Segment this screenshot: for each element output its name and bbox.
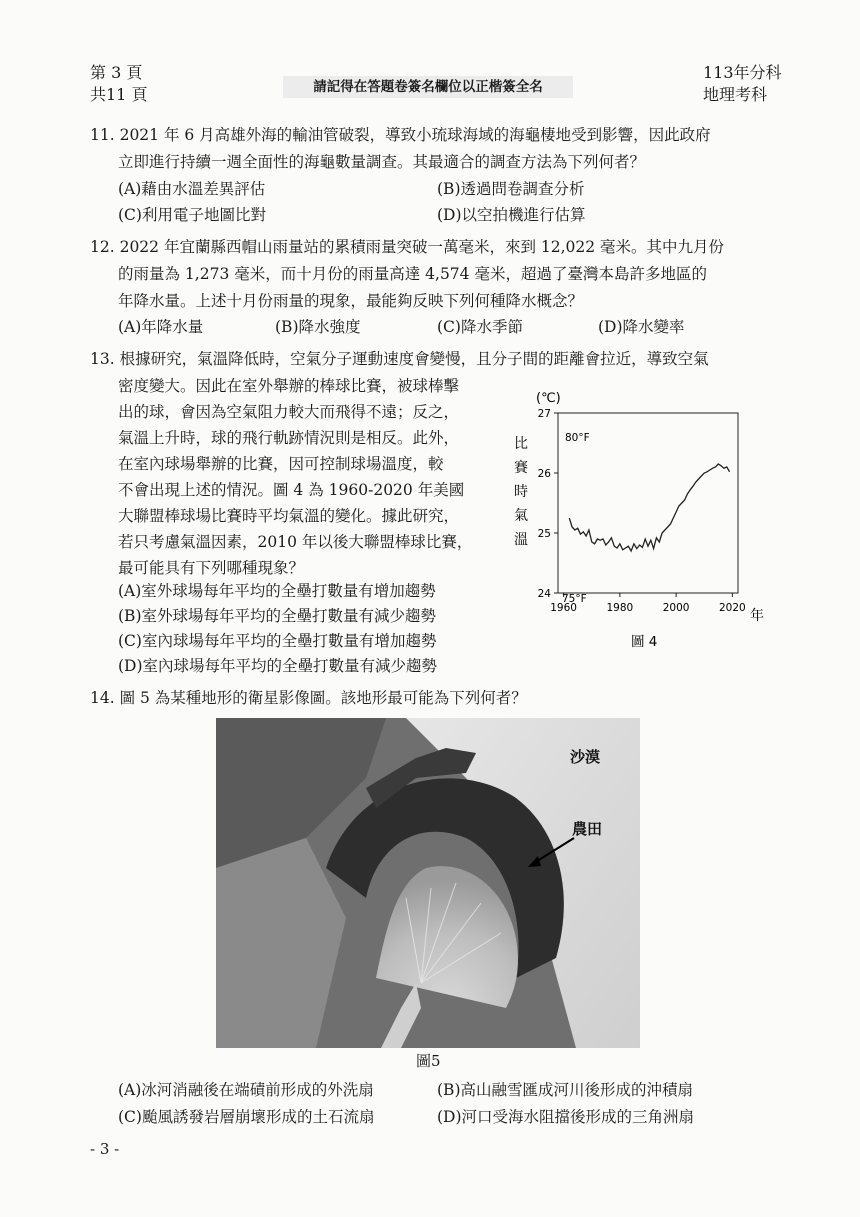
x-tick-label: 2000 <box>662 602 690 614</box>
temperature-series-line <box>569 464 729 551</box>
exam-year: 113年分科 <box>703 63 782 82</box>
q13-text-line: 密度變大。因此在室外舉辦的棒球比賽，被球棒擊 <box>118 377 460 395</box>
x-tick-label: 1980 <box>606 602 634 614</box>
q12-option-a[interactable]: (A)年降水量 <box>118 318 204 336</box>
y-axis-label-text: 比賽時氣溫 <box>514 436 528 548</box>
q11-line1: 11. 2021 年 6 月高雄外海的輸油管破裂，導致小琉球海域的海龜棲地受到影響，因此政府 <box>90 126 711 144</box>
figure-4-caption: 圖 4 <box>631 634 658 650</box>
q11-option-a[interactable]: (A)藉由水溫差異評估 <box>118 180 266 198</box>
q13-text-line: 出的球，會因為空氣阻力較大而飛得不遠；反之， <box>118 403 460 421</box>
q13-text-line: 氣溫上升時，球的飛行軌跡情況則是相反。此外， <box>118 429 460 447</box>
q13-text-line: 不會出現上述的情況。圖 4 為 1960-2020 年美國 <box>118 481 465 499</box>
q12-line3: 年降水量。上述十月份雨量的現象，最能夠反映下列何種降水概念？ <box>118 292 584 310</box>
q12-option-d[interactable]: (D)降水變率 <box>598 318 685 336</box>
q13-line1: 13. 根據研究，氣溫降低時，空氣分子運動速度會變慢，且分子間的距離會拉近，導致空氣 <box>90 350 709 368</box>
q11-option-c[interactable]: (C)利用電子地圖比對 <box>118 206 266 224</box>
desert-label: 沙漠 <box>570 748 601 766</box>
q14-option-d[interactable]: (D)河口受海水阻擋後形成的三角洲扇 <box>437 1108 695 1126</box>
page-number: 第 3 頁 <box>90 63 143 82</box>
q11-line2: 立即進行持續一週全面性的海龜數量調查。其最適合的調查方法為下列何者？ <box>118 153 646 171</box>
x-tick-label: 1960 <box>550 602 577 614</box>
q11-option-d[interactable]: (D)以空拍機進行估算 <box>437 206 586 224</box>
q13-paragraph <box>118 373 498 581</box>
q14-line1: 14. 圖 5 為某種地形的衛星影像圖。該地形最可能為下列何者？ <box>90 689 527 707</box>
annotation-75f: 75°F <box>562 593 587 605</box>
q13-text-line: 最可能具有下列哪種現象？ <box>118 559 305 577</box>
y-tick-label: 26 <box>537 468 551 480</box>
q12-line2: 的雨量為 1,273 毫米，而十月份的雨量高達 4,574 毫米，超過了臺灣本島許多地區的 <box>118 265 707 283</box>
satellite-image-drawing <box>216 718 640 1048</box>
q11-option-b[interactable]: (B)透過問卷調查分析 <box>437 180 585 198</box>
y-tick-label: 24 <box>537 588 551 600</box>
q12-line1: 12. 2022 年宜蘭縣西帽山雨量站的累積雨量突破一萬毫米，來到 12,022 毫米。其中九月份 <box>90 238 725 256</box>
y-tick-label: 27 <box>537 408 551 420</box>
q14-option-c[interactable]: (C)颱風誘發岩層崩壞形成的土石流扇 <box>118 1108 375 1126</box>
figure-5-caption: 圖5 <box>416 1052 441 1070</box>
y-tick-label: 25 <box>537 528 551 540</box>
q14-option-b[interactable]: (B)高山融雪匯成河川後形成的沖積扇 <box>437 1081 693 1099</box>
y-unit-label: (℃) <box>536 391 561 406</box>
figure-4-chart <box>510 388 770 653</box>
q14-option-a[interactable]: (A)冰河消融後在端磧前形成的外洗扇 <box>118 1081 374 1099</box>
annotation-80f: 80°F <box>565 432 590 444</box>
farmland-label: 農田 <box>572 820 603 838</box>
q12-option-c[interactable]: (C)降水季節 <box>437 318 523 336</box>
x-tick-label: 2020 <box>719 602 746 614</box>
subject: 地理考科 <box>703 85 768 104</box>
q13-option-d[interactable]: (D)室內球場每年平均的全壘打數量有減少趨勢 <box>118 657 438 675</box>
q13-text-line: 在室內球場舉辦的比賽，因可控制球場溫度，較 <box>118 455 444 473</box>
temperature-line-chart <box>510 388 770 653</box>
q13-option-b[interactable]: (B)室外球場每年平均的全壘打數量有減少趨勢 <box>118 607 436 625</box>
x-axis-label: 年 <box>750 608 764 624</box>
figure-5-satellite-image <box>216 718 640 1048</box>
q13-option-c[interactable]: (C)室內球場每年平均的全壘打數量有增加趨勢 <box>118 632 437 650</box>
q12-option-b[interactable]: (B)降水強度 <box>275 318 361 336</box>
q13-text-line: 大聯盟棒球場比賽時平均氣溫的變化。據此研究， <box>118 507 460 525</box>
signature-notice: 請記得在答題卷簽名欄位以正楷簽全名 <box>283 76 573 98</box>
page-total: 共11 頁 <box>90 85 148 104</box>
q13-text-line: 若只考慮氣溫因素，2010 年以後大聯盟棒球比賽， <box>118 533 473 551</box>
page-footer: - 3 - <box>90 1140 120 1158</box>
y-ticks <box>538 408 558 600</box>
y-axis-label <box>514 436 529 548</box>
q13-option-a[interactable]: (A)室外球場每年平均的全壘打數量有增加趨勢 <box>118 582 436 600</box>
